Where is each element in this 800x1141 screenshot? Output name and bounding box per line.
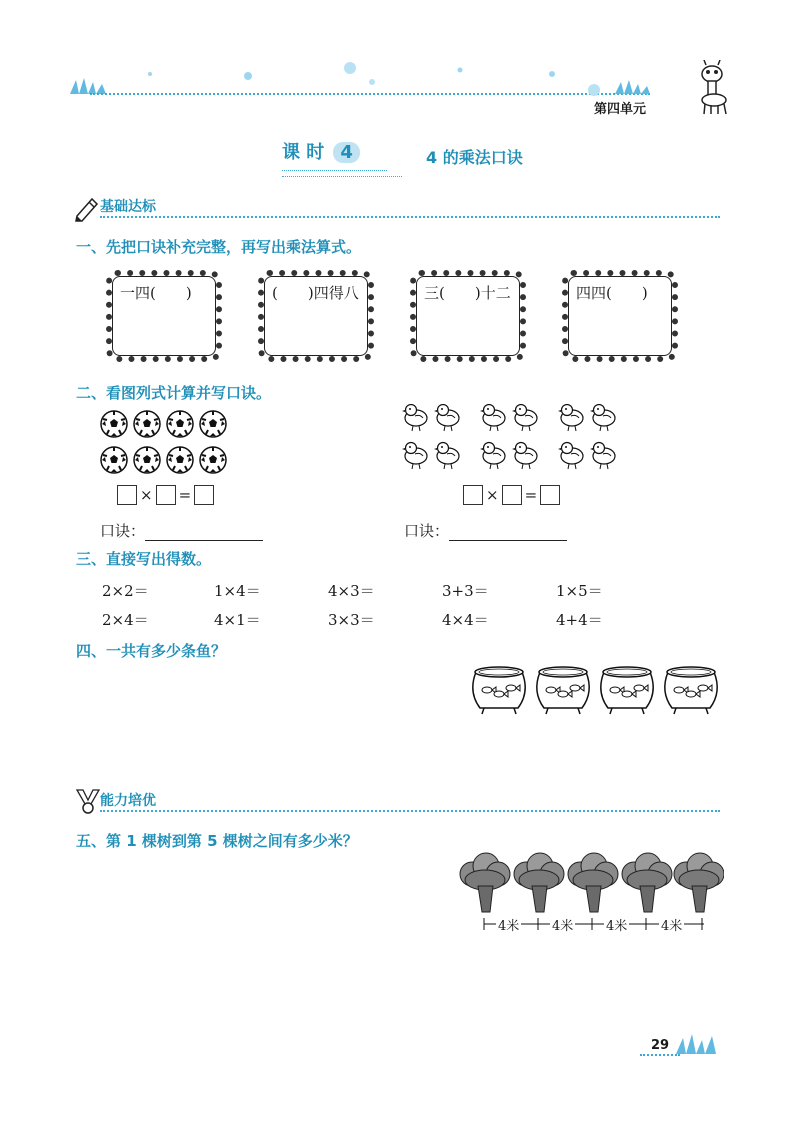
medal-icon — [74, 788, 100, 814]
rhyme-box-2[interactable] — [258, 270, 374, 362]
page-number: 29 — [651, 1038, 670, 1053]
distance-label: 4米 — [496, 915, 521, 934]
q3-title: 三、直接写出得数。 — [76, 550, 212, 568]
grass-decoration — [615, 78, 651, 96]
rhyme-box-1[interactable] — [106, 270, 222, 362]
calc-item: 4×1＝ — [214, 611, 261, 629]
calc-item: 3+3＝ — [442, 582, 489, 600]
lesson-number: 4 — [333, 142, 360, 163]
q5-title: 五、第 1 棵树到第 5 棵树之间有多少米？ — [76, 832, 358, 850]
section-advanced-title: 能力培优 — [100, 793, 156, 809]
calc-item: 2×4＝ — [102, 611, 149, 629]
answer-box[interactable] — [502, 485, 522, 505]
lesson-title: 4 的乘法口诀 — [426, 148, 523, 167]
soccer-balls-picture — [100, 410, 230, 478]
answer-box[interactable] — [463, 485, 483, 505]
rhyme-label: 口诀： — [404, 522, 450, 540]
unit-title: 第四单元 — [594, 102, 647, 117]
answer-box[interactable] — [117, 485, 137, 505]
rhyme-box-text: 一四( ) — [120, 284, 192, 302]
q2-left-equation — [117, 484, 214, 505]
rhyme-answer-line[interactable] — [145, 522, 263, 541]
footer-dotted-line — [640, 1054, 680, 1056]
calc-item: 4×3＝ — [328, 582, 375, 600]
rhyme-box-4[interactable] — [562, 270, 678, 362]
q2-title: 二、看图列式计算并写口诀。 — [76, 384, 272, 402]
equals-sign: = — [524, 485, 538, 504]
grass-decoration — [676, 1032, 720, 1056]
calc-item: 2×2＝ — [102, 582, 149, 600]
equals-sign: = — [178, 485, 192, 504]
rhyme-answer-line[interactable] — [449, 522, 567, 541]
q1-title: 一、先把口诀补充完整，再写出乘法算式。 — [76, 238, 362, 256]
calc-item: 1×4＝ — [214, 582, 261, 600]
fishbowls-picture — [468, 664, 724, 720]
lesson-underline — [282, 170, 387, 171]
lesson-heading — [282, 138, 360, 164]
rhyme-box-text: ( )四得八 — [272, 284, 359, 302]
distance-label: 4米 — [659, 915, 684, 934]
answer-box[interactable] — [156, 485, 176, 505]
rhyme-box-text: 四四( ) — [576, 284, 648, 302]
q2-left-rhyme — [100, 520, 263, 541]
section-basic-title: 基础达标 — [100, 199, 156, 215]
answer-box[interactable] — [194, 485, 214, 505]
lesson-label: 课 时 — [282, 142, 325, 163]
q2-right-equation — [463, 484, 560, 505]
header-band — [70, 60, 730, 120]
section-basic-line — [100, 216, 720, 218]
calc-item: 4+4＝ — [556, 611, 603, 629]
distance-label: 4米 — [604, 915, 629, 934]
trees-picture — [456, 852, 724, 922]
pencil-icon — [74, 196, 100, 222]
calc-item: 1×5＝ — [556, 582, 603, 600]
lesson-underline-2 — [282, 176, 402, 177]
giraffe-icon — [690, 60, 730, 116]
rhyme-box-text: 三( )十二 — [424, 284, 511, 302]
chicks-picture — [402, 404, 622, 478]
rhyme-box-3[interactable] — [410, 270, 526, 362]
calc-item: 3×3＝ — [328, 611, 375, 629]
rhyme-label: 口诀： — [100, 522, 146, 540]
q2-right-rhyme — [404, 520, 567, 541]
times-sign: × — [140, 485, 153, 504]
section-advanced-line — [100, 810, 720, 812]
calc-item: 4×4＝ — [442, 611, 489, 629]
distance-label: 4米 — [550, 915, 575, 934]
q4-title: 四、一共有多少条鱼？ — [76, 642, 227, 660]
times-sign: × — [486, 485, 499, 504]
bubbles-decoration — [140, 60, 620, 100]
answer-box[interactable] — [540, 485, 560, 505]
